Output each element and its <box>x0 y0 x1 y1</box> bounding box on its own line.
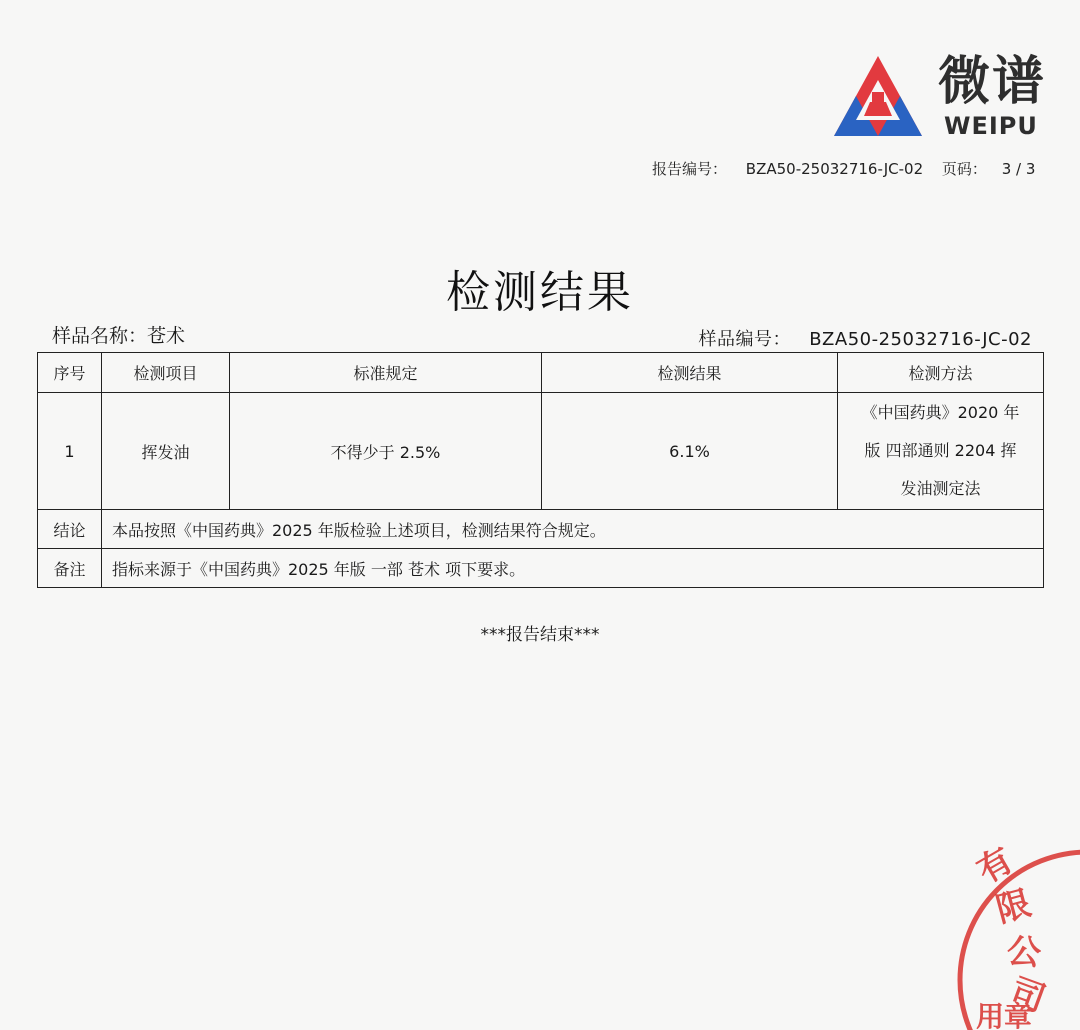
sample-no: BZA50-25032716-JC-02 <box>809 329 1032 350</box>
sample-no-label: 样品编号： <box>698 329 791 350</box>
logo-english-text: WEIPU <box>944 112 1038 140</box>
svg-text:用章: 用章 <box>976 1000 1033 1030</box>
svg-text:公: 公 <box>1005 931 1043 974</box>
page-number: 3 / 3 <box>1001 160 1036 178</box>
row-standard: 不得少于 2.5% <box>230 393 542 510</box>
row-result: 6.1% <box>542 393 838 510</box>
method-line: 发油测定法 <box>900 479 981 498</box>
header-standard: 标准规定 <box>230 353 542 393</box>
sample-no-row <box>698 325 1032 351</box>
remark-row <box>38 549 1044 588</box>
method-line: 版 四部通则 2204 挥 <box>864 441 1017 460</box>
logo-chinese-text: 微谱 <box>938 52 1047 112</box>
header-result: 检测结果 <box>542 353 838 393</box>
remark-text: 指标来源于《中国药典》2025 年版 一部 苍术 项下要求。 <box>102 549 1044 588</box>
report-no: BZA50-25032716-JC-02 <box>745 160 924 178</box>
header-method: 检测方法 <box>838 353 1044 393</box>
report-end-text: ***报告结束*** <box>480 625 600 645</box>
svg-text:司: 司 <box>1004 970 1051 1021</box>
row-item: 挥发油 <box>102 393 230 510</box>
company-seal-stamp-icon <box>940 830 1080 1030</box>
report-no-label: 报告编号： <box>652 160 728 178</box>
page-title: 检测结果 <box>446 267 634 318</box>
conclusion-text: 本品按照《中国药典》2025 年版检验上述项目，检测结果符合规定。 <box>102 510 1044 549</box>
report-meta <box>652 158 1035 179</box>
svg-text:有: 有 <box>970 840 1020 892</box>
sample-name-label: 样品名称： <box>52 325 148 347</box>
weipu-logo-icon <box>832 52 924 140</box>
table-header-row <box>38 353 1044 393</box>
method-line: 《中国药典》2020 年 <box>861 403 1020 422</box>
header-index: 序号 <box>38 353 102 393</box>
results-table <box>37 352 1044 588</box>
svg-text:限: 限 <box>991 883 1036 931</box>
remark-label: 备注 <box>38 549 102 588</box>
conclusion-row <box>38 510 1044 549</box>
page-label: 页码： <box>941 160 987 178</box>
sample-name-row <box>52 321 185 348</box>
row-method <box>838 393 1044 510</box>
row-index: 1 <box>38 393 102 510</box>
sample-name: 苍术 <box>147 325 186 347</box>
conclusion-label: 结论 <box>38 510 102 549</box>
table-row <box>38 393 1044 510</box>
header-item: 检测项目 <box>102 353 230 393</box>
